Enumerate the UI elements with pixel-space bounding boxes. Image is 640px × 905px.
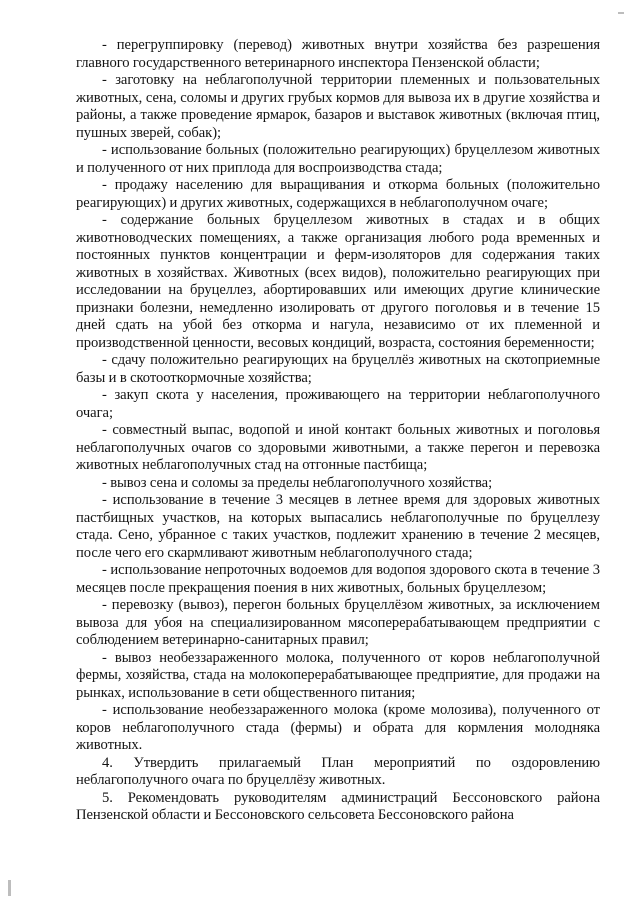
paragraph: - содержание больных бруцеллезом животных в стадах и в общих животноводческих помещениях, а также организация любого рода временных и постоянных пунктов концентрации и ферм-изоляторов для содержания таких животных в хозяйствах. Животных (всех видов), положительно реагирующих при исследовании на бруцеллез, абортировавших или имеющих другие клинические признаки болезни, немедленно изолировать от другого поголовья и в течение 15 дней сдать на убой без откорма и нагула, независимо от их племенной и производственной ценности, весовых кондиций, возраста, состояния беременности; bbox=[76, 212, 600, 351]
document-body bbox=[76, 37, 600, 825]
paragraph: 5. Рекомендовать руководителям администраций Бессоновского района Пензенской области и Бессоновского сельсовета Бессоновского района bbox=[76, 789, 600, 823]
paragraph: - заготовку на неблагополучной территории племенных и пользовательных животных, сена, соломы и других грубых кормов для вывоза их в другие хозяйства и районы, а также проведение ярмарок, базаров и выставок животных (включая птиц, пушных зверей, собак); bbox=[76, 72, 600, 141]
paragraph: - продажу населению для выращивания и откорма больных (положительно реагирующих) и других животных, содержащихся в неблагополучном очаге; bbox=[76, 177, 600, 211]
paragraph: - сдачу положительно реагирующих на бруцеллёз животных на скотоприемные базы и в скотооткормочные хозяйства; bbox=[76, 352, 600, 386]
paragraph: - перевозку (вывоз), перегон больных бруцеллёзом животных, за исключением вывоза для убоя на специализированном мясоперерабатывающем предприятии с соблюдением ветеринарно-санитарных правил; bbox=[76, 597, 600, 648]
paragraph: - закуп скота у населения, проживающего на территории неблагополучного очага; bbox=[76, 387, 600, 421]
paragraph: - перегруппировку (перевод) животных внутри хозяйства без разрешения главного государственного ветеринарного инспектора Пензенской области; bbox=[76, 37, 600, 71]
paragraph: - использование необеззараженного молока (кроме молозива), полученного от коров неблагополучного стада (фермы) и обрата для кормления молодняка животных. bbox=[76, 702, 600, 753]
paragraph: 4. Утвердить прилагаемый План мероприятий по оздоровлению неблагополучного очага по бруцеллёзу животных. bbox=[76, 754, 600, 788]
scan-artifact bbox=[8, 880, 11, 896]
scan-artifact bbox=[618, 12, 624, 14]
paragraph: - вывоз сена и соломы за пределы неблагополучного хозяйства; bbox=[102, 474, 493, 491]
paragraph: - использование в течение 3 месяцев в летнее время для здоровых животных пастбищных участков, на которых выпасались неблагополучные по бруцеллезу стада. Сено, убранное с таких участков, подлежит хранению в течение 2 месяцев, после чего его скармливают животным неблагополучного стада; bbox=[76, 492, 600, 561]
paragraph: - использование больных (положительно реагирующих) бруцеллезом животных и полученного от них приплода для воспроизводства стада; bbox=[76, 142, 600, 176]
paragraph: - вывоз необеззараженного молока, полученного от коров неблагополучной фермы, хозяйства, стада на молокоперерабатывающее предприятие, для продажи на рынках, использование в сети общественного питания; bbox=[76, 649, 600, 701]
paragraph: - использование непроточных водоемов для водопоя здорового скота в течение 3 месяцев после прекращения поения в них животных, больных бруцеллезом; bbox=[76, 562, 600, 596]
paragraph: - совместный выпас, водопой и иной контакт больных животных и поголовья неблагополучных очагов со здоровыми животными, а также перегон и перевозка животных неблагополучных стад на отгонные пастбища; bbox=[76, 422, 600, 473]
